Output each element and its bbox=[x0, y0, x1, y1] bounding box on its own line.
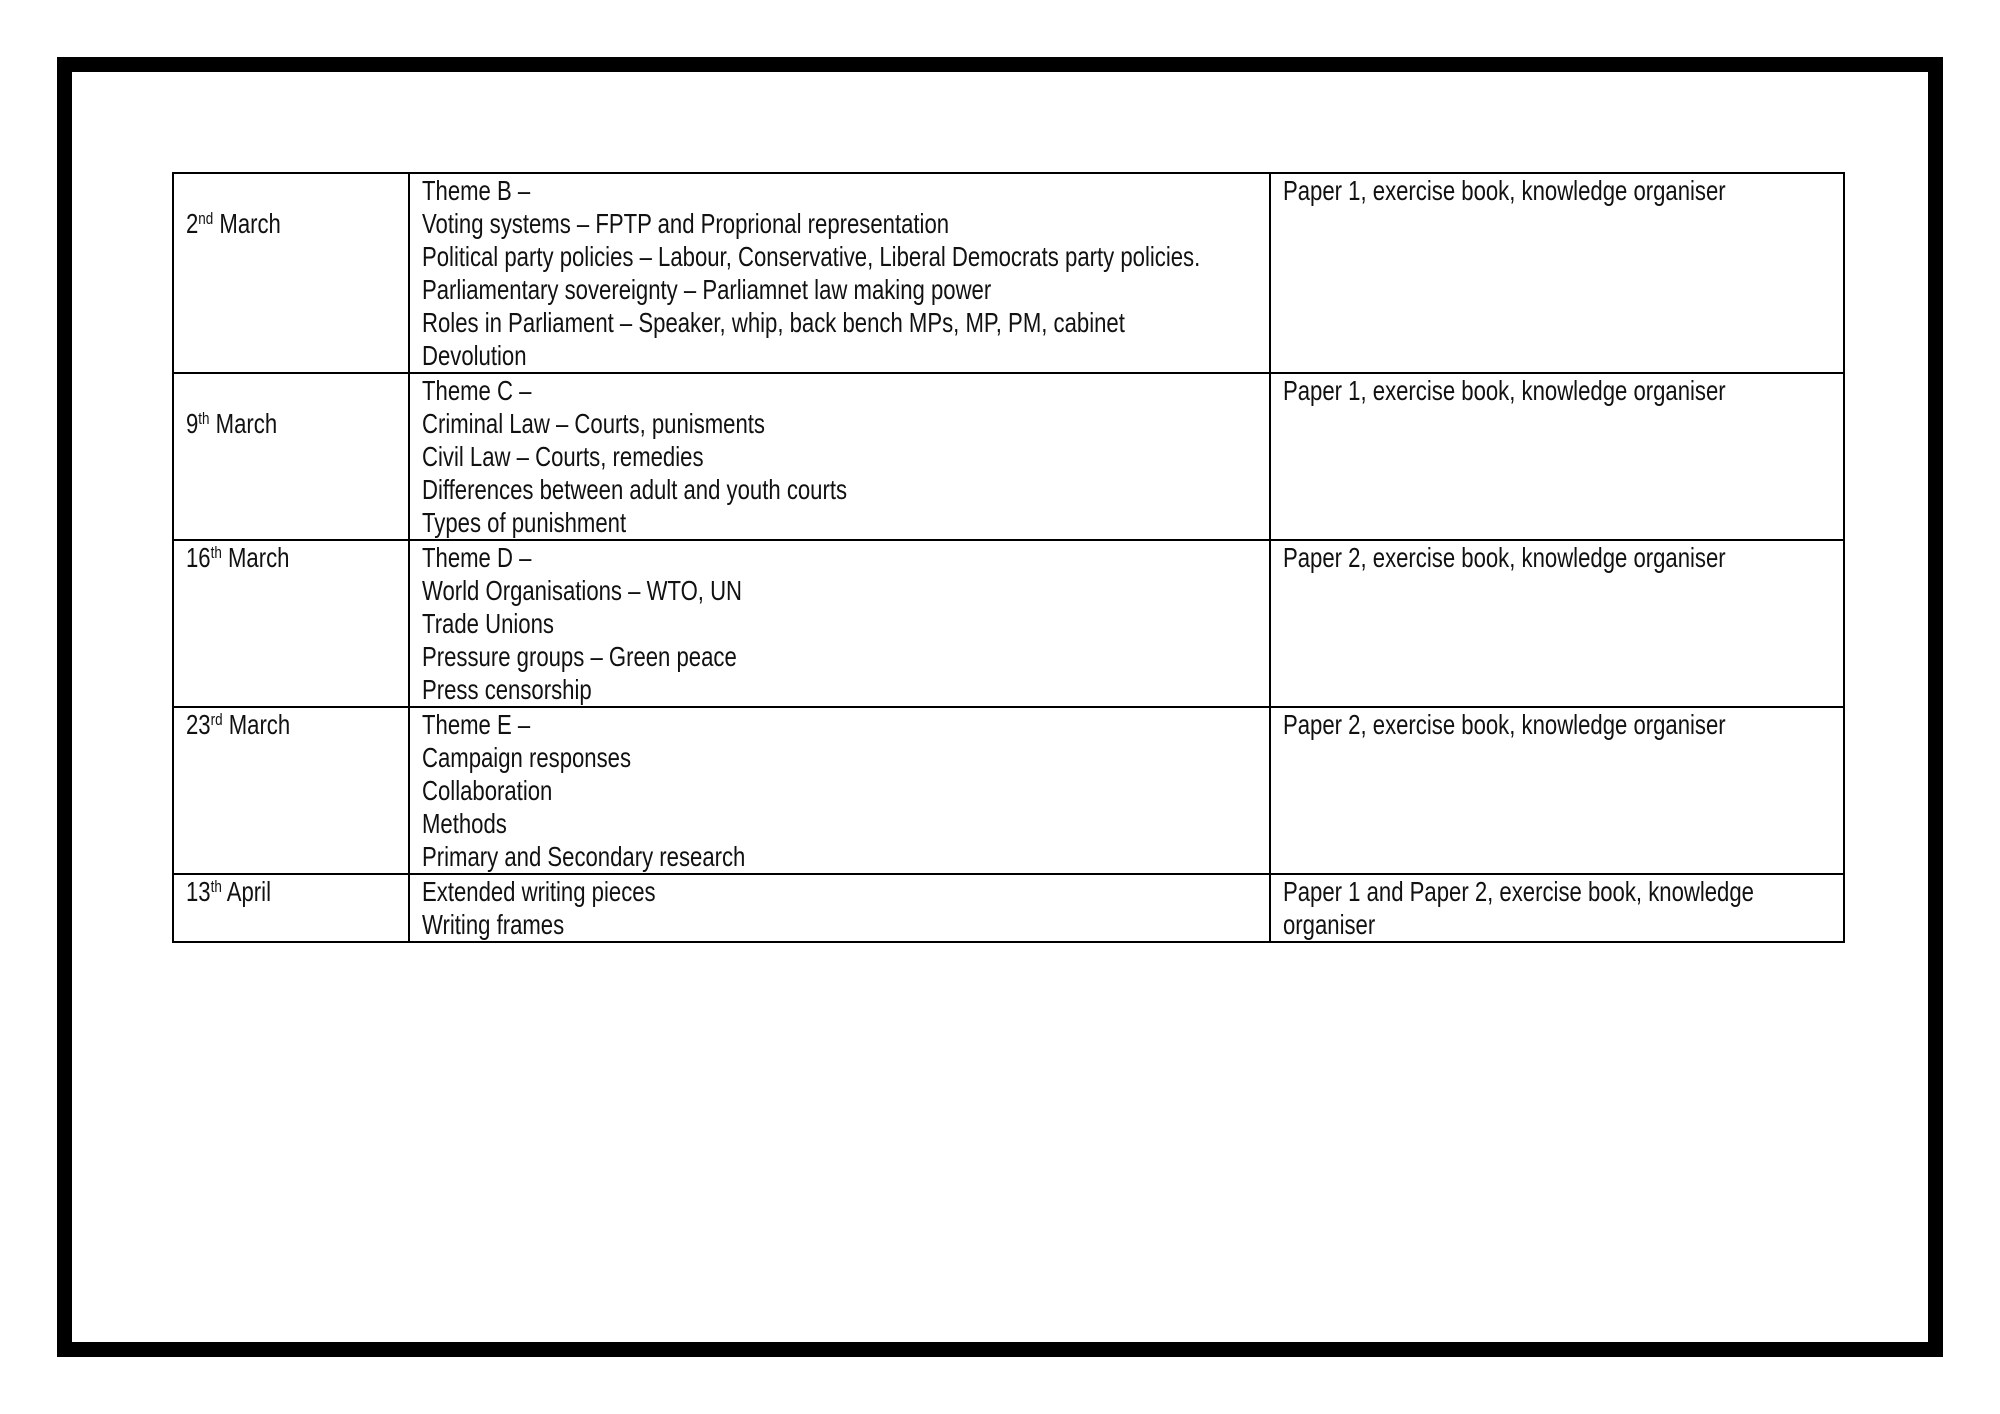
table-row bbox=[173, 707, 1844, 874]
topic-item: Voting systems – FPTP and Proprional representation bbox=[422, 208, 950, 239]
date-month: April bbox=[226, 876, 271, 907]
date-day: 13 bbox=[186, 876, 211, 907]
theme-heading: Theme B – bbox=[422, 175, 531, 206]
date-day: 23 bbox=[186, 709, 211, 740]
date-ordinal-suffix: th bbox=[210, 877, 222, 896]
date-day: 9 bbox=[186, 408, 199, 439]
topic-item: Parliamentary sovereignty – Parliamnet law making power bbox=[422, 274, 992, 305]
date-label bbox=[186, 407, 355, 440]
topics-cell bbox=[409, 540, 1270, 707]
date-ordinal-suffix: th bbox=[210, 543, 222, 562]
topic-item: Civil Law – Courts, remedies bbox=[422, 441, 704, 472]
topics-cell bbox=[409, 707, 1270, 874]
date-ordinal-suffix: rd bbox=[210, 710, 223, 729]
blank-line bbox=[186, 174, 355, 207]
date-ordinal-suffix: th bbox=[198, 409, 210, 428]
topic-item: Methods bbox=[422, 808, 507, 839]
topic-item: World Organisations – WTO, UN bbox=[422, 575, 743, 606]
date-cell bbox=[173, 373, 409, 540]
resources-cell bbox=[1270, 707, 1844, 874]
topic-item: Trade Unions bbox=[422, 608, 554, 639]
topic-item: Press censorship bbox=[422, 674, 592, 705]
topic-item: Devolution bbox=[422, 340, 527, 371]
table-row bbox=[173, 373, 1844, 540]
topic-item: Extended writing pieces bbox=[422, 876, 656, 907]
topic-item: Differences between adult and youth courts bbox=[422, 474, 848, 505]
table-row bbox=[173, 874, 1844, 942]
theme-heading: Theme E – bbox=[422, 709, 531, 740]
resources-cell bbox=[1270, 540, 1844, 707]
topic-item: Political party policies – Labour, Conservative, Liberal Democrats party policies. bbox=[422, 241, 1201, 272]
resources-text: Paper 2, exercise book, knowledge organiser bbox=[1283, 542, 1726, 573]
date-month: March bbox=[215, 408, 278, 439]
resources-text: Paper 1 and Paper 2, exercise book, knowledge bbox=[1283, 876, 1754, 907]
date-cell bbox=[173, 874, 409, 942]
date-day: 16 bbox=[186, 542, 211, 573]
topic-item: Pressure groups – Green peace bbox=[422, 641, 737, 672]
topic-item: Campaign responses bbox=[422, 742, 632, 773]
topics-cell bbox=[409, 874, 1270, 942]
resources-cell bbox=[1270, 874, 1844, 942]
topic-item: Criminal Law – Courts, punisments bbox=[422, 408, 765, 439]
topic-item: Primary and Secondary research bbox=[422, 841, 746, 872]
date-label bbox=[186, 708, 355, 741]
resources-text: Paper 2, exercise book, knowledge organiser bbox=[1283, 709, 1726, 740]
revision-schedule-table bbox=[172, 172, 1845, 943]
table-row bbox=[173, 540, 1844, 707]
resources-cell bbox=[1270, 173, 1844, 373]
topic-item: Roles in Parliament – Speaker, whip, back bench MPs, MP, PM, cabinet bbox=[422, 307, 1125, 338]
date-month: March bbox=[219, 208, 281, 239]
date-day: 2 bbox=[186, 208, 199, 239]
resources-text: organiser bbox=[1283, 909, 1376, 940]
topic-item: Collaboration bbox=[422, 775, 553, 806]
date-label bbox=[186, 207, 355, 240]
date-label bbox=[186, 875, 355, 908]
theme-heading: Theme D – bbox=[422, 542, 532, 573]
resources-text: Paper 1, exercise book, knowledge organiser bbox=[1283, 375, 1726, 406]
theme-heading: Theme C – bbox=[422, 375, 532, 406]
date-ordinal-suffix: nd bbox=[198, 209, 214, 228]
topics-cell bbox=[409, 373, 1270, 540]
date-cell bbox=[173, 540, 409, 707]
date-label bbox=[186, 541, 355, 574]
table-row bbox=[173, 173, 1844, 373]
resources-cell bbox=[1270, 373, 1844, 540]
topic-item: Writing frames bbox=[422, 909, 565, 940]
blank-line bbox=[186, 374, 355, 407]
date-cell bbox=[173, 173, 409, 373]
topics-cell bbox=[409, 173, 1270, 373]
date-cell bbox=[173, 707, 409, 874]
topic-item: Types of punishment bbox=[422, 507, 627, 538]
resources-text: Paper 1, exercise book, knowledge organiser bbox=[1283, 175, 1726, 206]
date-month: March bbox=[228, 709, 291, 740]
date-month: March bbox=[227, 542, 290, 573]
